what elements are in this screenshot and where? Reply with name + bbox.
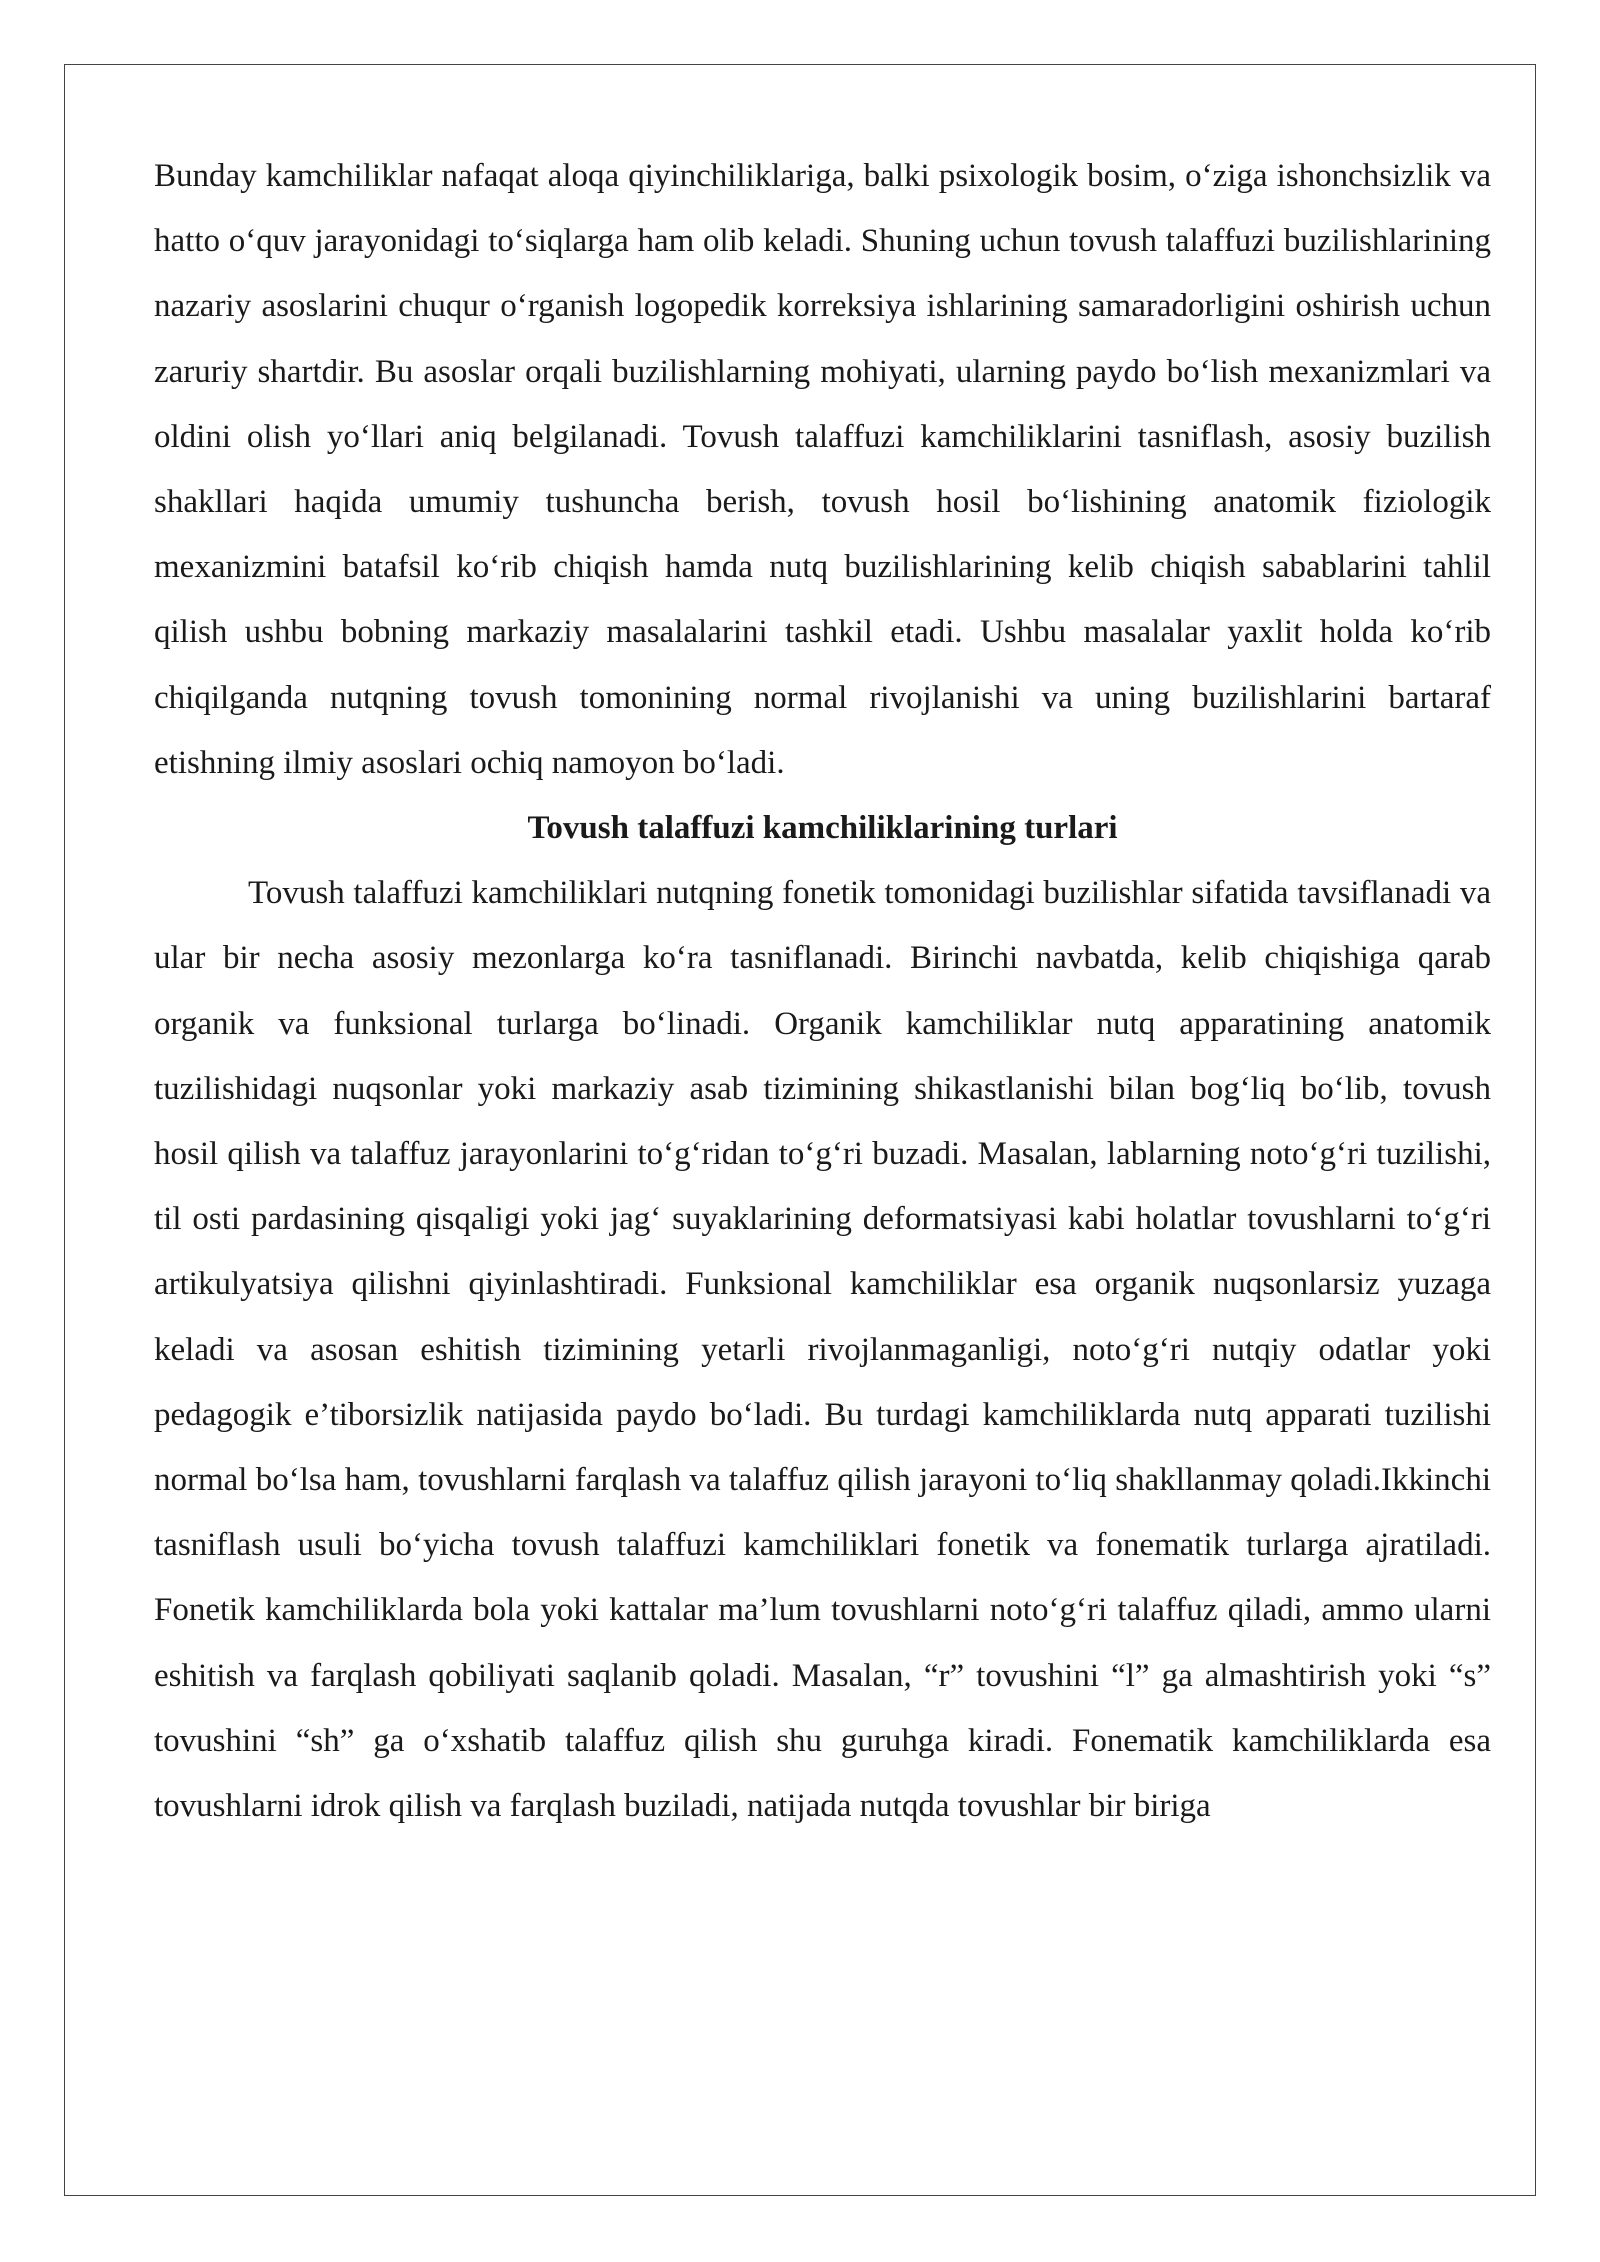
- document-body: [154, 144, 1491, 1839]
- section-heading: Tovush talaffuzi kamchiliklarining turlari: [527, 810, 1118, 847]
- body-paragraph-types: Tovush talaffuzi kamchiliklari nutqning fonetik tomonidagi buzilishlar sifatida tavsiflanadi va ular bir necha asosiy mezonlarga ko‘ra tasniflanadi. Birinchi navbatda, kelib chiqishiga qarab organik va funksional turlarga bo‘linadi. Organik kamchiliklar nutq apparatining anatomik tuzilishidagi nuqsonlar yoki markaziy asab tizimining shikastlanishi bilan bog‘liq bo‘lib, tovush hosil qilish va talaffuz jarayonlarini to‘g‘ridan to‘g‘ri buzadi. Masalan, lablarning noto‘g‘ri tuzilishi, til osti pardasining qisqaligi yoki jag‘ suyaklarining deformatsiyasi kabi holatlar tovushlarni to‘g‘ri artikulyatsiya qilishni qiyinlashtiradi. Funksional kamchiliklar esa organik nuqsonlarsiz yuzaga keladi va asosan eshitish tizimining yetarli rivojlanmaganligi, noto‘g‘ri nutqiy odatlar yoki pedagogik e’tiborsizlik natijasida paydo bo‘ladi. Bu turdagi kamchiliklarda nutq apparati tuzilishi normal bo‘lsa ham, tovushlarni farqlash va talaffuz qilish jarayoni to‘liq shakllanmay qoladi.Ikkinchi tasniflash usuli bo‘yicha tovush talaffuzi kamchiliklari fonetik va fonematik turlarga ajratiladi. Fonetik kamchiliklarda bola yoki kattalar ma’lum tovushlarni noto‘g‘ri talaffuz qiladi, ammo ularni eshitish va farqlash qobiliyati saqlanib qoladi. Masalan, “r” tovushini “l” ga almashtirish yoki “s” tovushini “sh” ga o‘xshatib talaffuz qilish shu guruhga kiradi. Fonematik kamchiliklarda esa tovushlarni idrok qilish va farqlash buziladi, natijada nutqda tovushlar bir biriga: [154, 875, 1491, 1825]
- body-paragraph-intro: Bunday kamchiliklar nafaqat aloqa qiyinchiliklariga, balki psixologik bosim, o‘ziga ishonchsizlik va hatto o‘quv jarayonidagi to‘siqlarga ham olib keladi. Shuning uchun tovush talaffuzi buzilishlarining nazariy asoslarini chuqur o‘rganish logopedik korreksiya ishlarining samaradorligini oshirish uchun zaruriy shartdir. Bu asoslar orqali buzilishlarning mohiyati, ularning paydo bo‘lish mexanizmlari va oldini olish yo‘llari aniq belgilanadi. Tovush talaffuzi kamchiliklarini tasniflash, asosiy buzilish shakllari haqida umumiy tushuncha berish, tovush hosil bo‘lishining anatomik fiziologik mexanizmini batafsil ko‘rib chiqish hamda nutq buzilishlarining kelib chiqish sabablarini tahlil qilish ushbu bobning markaziy masalalarini tashkil etadi. Ushbu masalalar yaxlit holda ko‘rib chiqilganda nutqning tovush tomonining normal rivojlanishi va uning buzilishlarini bartaraf etishning ilmiy asoslari ochiq namoyon bo‘ladi.: [154, 158, 1491, 781]
